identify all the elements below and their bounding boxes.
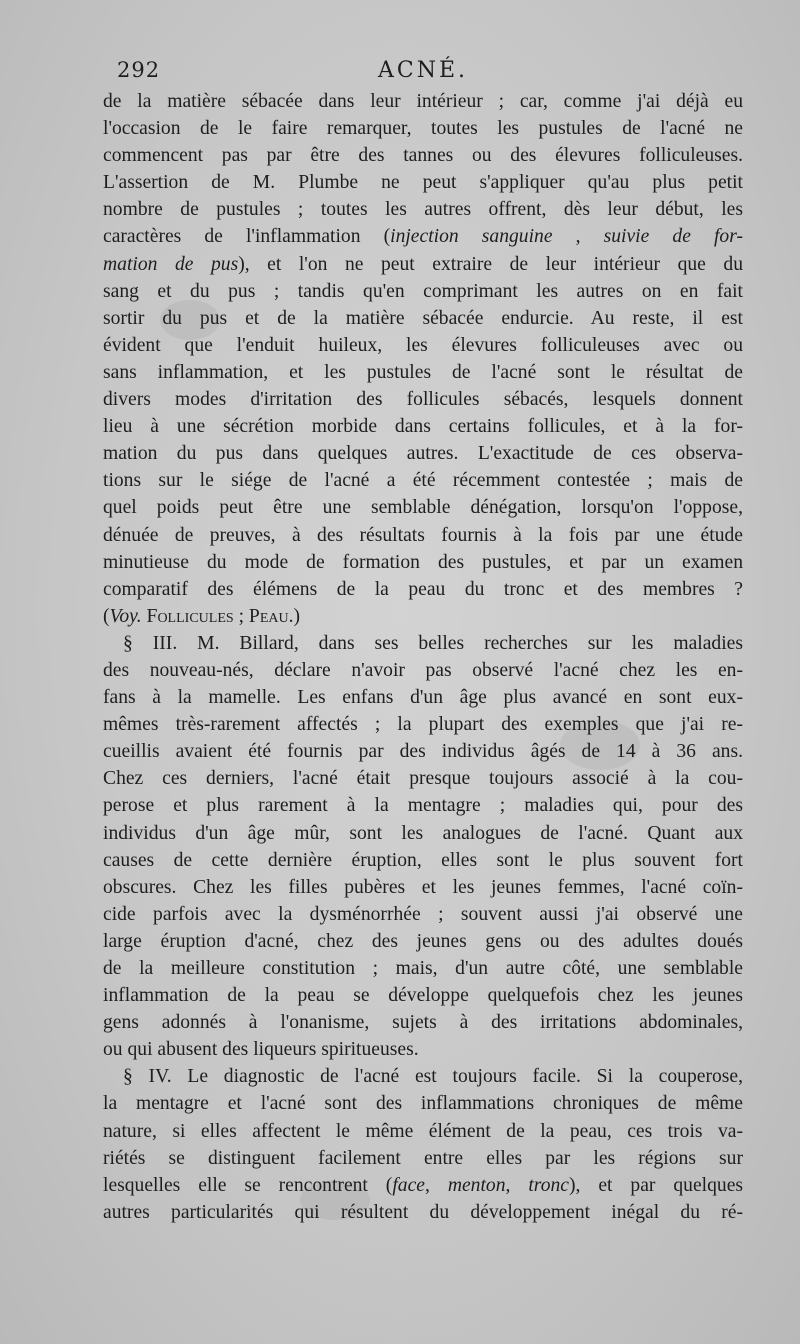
separator: ; (233, 605, 249, 627)
text-span: , (552, 226, 604, 248)
text-span: , (505, 1174, 529, 1196)
page-number: 292 (117, 58, 161, 82)
voy-abbrev: Voy. (109, 605, 142, 627)
paren: ) (293, 605, 301, 627)
italic-text: mation de pus (103, 253, 239, 275)
text-span: , (424, 1174, 448, 1196)
text-span: caractères de l'inflammation ( (103, 226, 391, 248)
text-line: mation du pus dans quelques autres. L'exactitude de ces observa- (103, 443, 743, 465)
text-line (103, 251, 743, 278)
ref-follicules: Follicules (146, 605, 234, 627)
text-line: perose et plus rarement à la mentagre ; maladies qui, pour des (103, 795, 743, 817)
italic-text: tronc (528, 1174, 569, 1196)
text-line: commencent pas par être des tannes ou des élevures folliculeuses. (103, 145, 743, 167)
text-line: évident que l'enduit huileux, les élevures folliculeuses avec ou (103, 334, 743, 356)
paren: ( (103, 605, 110, 627)
text-line: L'assertion de M. Plumbe ne peut s'appliquer qu'au plus petit (103, 172, 743, 194)
text-line: de la meilleure constitution ; mais, d'un autre côté, une semblable (103, 958, 743, 979)
text-line: sortir du pus et de la matière sébacée endurcie. Au reste, il est (103, 307, 743, 329)
text-line: fans à la mamelle. Les enfans d'un âge plus avancé en sont eux- (103, 687, 743, 709)
text-line: inflammation de la peau se développe quelquefois chez les jeunes (103, 985, 743, 1007)
ref-peau: Peau. (248, 605, 294, 627)
text-line: dénuée de preuves, à des résultats fournis à la fois par une étude (103, 524, 743, 546)
italic-text: menton (447, 1174, 506, 1196)
text-line: nombre de pustules ; toutes les autres offrent, dès leur début, les (103, 199, 743, 221)
text-line: § III. M. Billard, dans ses belles recherches sur les maladies (123, 632, 743, 654)
text-line: Chez ces derniers, l'acné était presque toujours associé à la cou- (103, 768, 743, 790)
text-line: § IV. Le diagnostic de l'acné est toujours facile. Si la couperose, (123, 1066, 743, 1088)
text-line: nature, si elles affectent le même élément de la peau, ces trois va- (103, 1120, 743, 1142)
text-line: l'occasion de le faire remarquer, toutes les pustules de l'acné ne (103, 118, 743, 140)
running-head: ACNÉ. (377, 58, 469, 83)
text-line: de la matière sébacée dans leur intérieur ; car, comme j'ai déjà eu (103, 91, 743, 112)
text-line: comparatif des élémens de la peau du tronc et des membres ? (103, 578, 743, 600)
text-line: sans inflammation, et les pustules de l'acné sont le résultat de (103, 361, 743, 383)
text-line: obscures. Chez les filles pubères et les jeunes femmes, l'acné coïn- (103, 876, 743, 898)
text-span: ), et par quelques (569, 1174, 744, 1196)
text-line: tions sur le siége de l'acné a été récemment contestée ; mais de (103, 470, 743, 492)
cross-reference (103, 603, 743, 630)
text-line: ou qui abusent des liqueurs spiritueuses. (103, 1039, 419, 1061)
text-line: quel poids peut être une semblable dénégation, lorsqu'on l'oppose, (103, 497, 743, 519)
text-line: lieu à une sécrétion morbide dans certains follicules, et à la for- (103, 416, 743, 438)
text-line: mêmes très-rarement affectés ; la plupart des exemples que j'ai re- (103, 714, 743, 736)
page-header (103, 58, 743, 88)
text-line: gens adonnés à l'onanisme, sujets à des irritations abdominales, (103, 1012, 743, 1034)
text-line: large éruption d'acné, chez des jeunes gens ou des adultes doués (103, 930, 743, 952)
text-line: individus d'un âge mûr, sont les analogues de l'acné. Quant aux (103, 822, 743, 844)
text-line: cide parfois avec la dysménorrhée ; souvent aussi j'ai observé une (103, 903, 743, 925)
text-span: ), et l'on ne peut extraire de leur intérieur que du (238, 253, 743, 275)
text-line (103, 1172, 743, 1199)
body-text (103, 88, 743, 1226)
text-line: divers modes d'irritation des follicules sébacés, lesquels donnent (103, 389, 743, 411)
text-line: des nouveau-nés, déclare n'avoir pas observé l'acné chez les en- (103, 659, 743, 681)
text-line: sang et du pus ; tandis qu'en comprimant les autres on en fait (103, 280, 743, 302)
text-line (103, 223, 743, 250)
text-line: riétés se distinguent facilement entre elles par les régions sur (103, 1147, 743, 1169)
text-line: la mentagre et l'acné sont des inflammations chroniques de même (103, 1093, 743, 1115)
text-line: causes de cette dernière éruption, elles sont le plus souvent fort (103, 849, 743, 871)
italic-text: face (392, 1174, 425, 1196)
text-line: minutieuse du mode de formation des pustules, et par un examen (103, 551, 743, 573)
text-span: lesquelles elle se rencontrent ( (103, 1174, 393, 1196)
italic-text: injection sanguine (390, 226, 553, 248)
text-line: autres particularités qui résultent du développement inégal du ré- (103, 1201, 743, 1223)
text-line: cueillis avaient été fournis par des individus âgés de 14 à 36 ans. (103, 741, 743, 763)
italic-text: suivie de for- (603, 226, 743, 248)
